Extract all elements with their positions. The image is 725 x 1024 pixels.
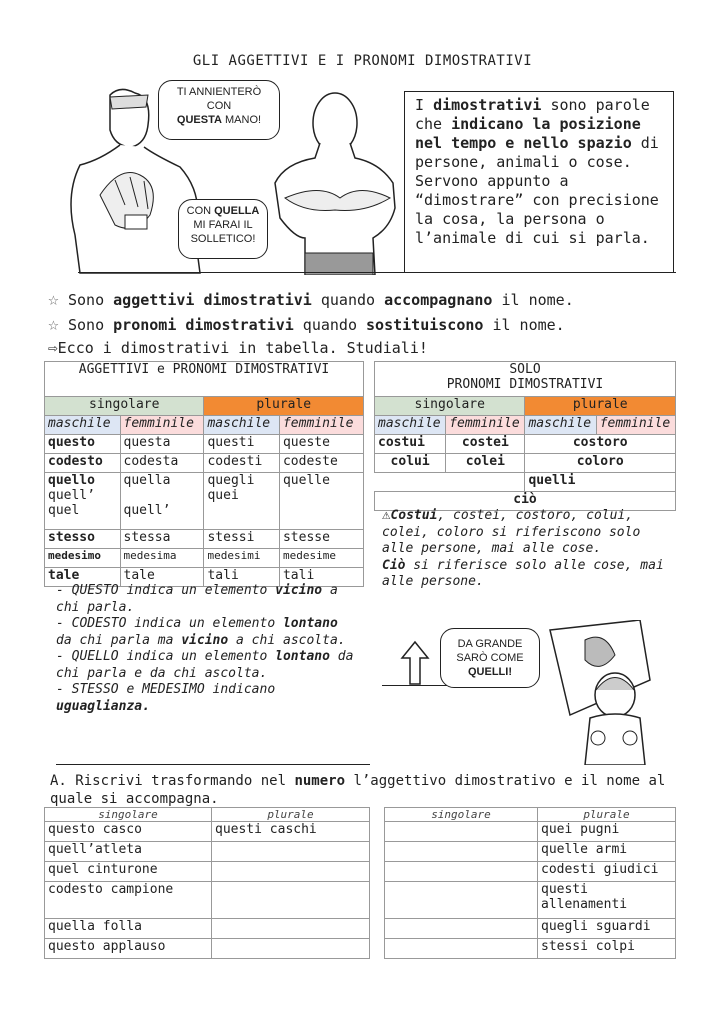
rule-text: Sono: [68, 291, 114, 309]
table-row: [375, 473, 676, 492]
table-cell: medesima: [120, 549, 204, 568]
table-row: [45, 473, 364, 530]
col-femminile: femminile: [120, 416, 204, 435]
answer-cell[interactable]: [385, 939, 538, 959]
table-row: [375, 454, 676, 473]
speech-bubble-quelli: [440, 628, 540, 688]
given-word: quei pugni: [538, 822, 676, 842]
table-cell: coloro: [525, 454, 676, 473]
note-text: a chi ascolta.: [228, 632, 346, 648]
col-plurale: plurale: [525, 397, 676, 416]
table-cell: codesta: [120, 454, 204, 473]
answer-cell[interactable]: [385, 882, 538, 919]
table-row: [45, 882, 370, 919]
table-cell: costoro: [525, 435, 676, 454]
table-cell: [120, 473, 204, 530]
exercise-instructions: [50, 772, 680, 808]
intro-bold: dimostrativi: [433, 96, 542, 114]
col-femminile: femminile: [279, 416, 363, 435]
intro-definition-box: [404, 91, 674, 273]
exercise-table-left: [44, 807, 370, 959]
note-text: - STESSO e MEDESIMO indicano: [56, 682, 276, 697]
answer-cell[interactable]: [385, 842, 538, 862]
table-cell: [45, 473, 121, 530]
answer-cell[interactable]: [212, 842, 370, 862]
exercise-table-right: [384, 807, 676, 959]
answer-cell[interactable]: questi caschi: [212, 822, 370, 842]
warning-icon: ⚠: [382, 507, 391, 523]
table-cell: colei: [446, 454, 525, 473]
table-cell: stessi: [204, 530, 280, 549]
table-cell: costui: [375, 435, 446, 454]
note-text: - CODESTO indica un elemento: [56, 616, 283, 631]
rule-text: il nome.: [483, 316, 565, 334]
table-cell: tale: [45, 568, 121, 587]
rule-table-intro: [48, 338, 428, 357]
note-bold: lontano: [275, 649, 330, 664]
table-header: AGGETTIVI e PRONOMI DIMOSTRATIVI: [45, 362, 364, 397]
speech-bubble-quella: [178, 199, 268, 259]
intro-text: di persone, animali o cose. Servono appunto a “dimostrare” con precisione la cosa, la persona o l’animale di cui si parla.: [415, 134, 659, 247]
bubble-keyword: QUELLA: [214, 205, 260, 217]
exercise-bold: numero: [294, 773, 346, 789]
note-bold: vicino: [275, 583, 323, 598]
col-plurale: plurale: [212, 808, 370, 822]
table-cell: stesse: [279, 530, 363, 549]
speech-bubble-questa: [158, 80, 280, 140]
rule-text: Ecco i dimostrativi in tabella. Studiali!: [57, 339, 428, 357]
table-cell: tale: [120, 568, 204, 587]
table-cell: queste: [279, 435, 363, 454]
note-text: - QUESTO indica un elemento: [56, 583, 276, 598]
table-cell: quelli: [525, 473, 676, 492]
intro-bold: indicano la posizione nel tempo e nello spazio: [415, 115, 641, 152]
given-word: questo casco: [45, 822, 212, 842]
empty-cell: [375, 473, 525, 492]
rule-bold: sostituiscono: [366, 316, 484, 334]
given-word: quegli sguardi: [538, 919, 676, 939]
table-row: [45, 549, 364, 568]
note-bold: uguaglianza.: [56, 698, 150, 714]
table-aggettivi-pronomi: [44, 361, 364, 587]
table-header: [375, 362, 676, 397]
note-bold: Ciò: [382, 557, 406, 573]
answer-cell[interactable]: [212, 939, 370, 959]
note-pronomi-persone: [382, 507, 672, 591]
divider-line: [56, 764, 370, 765]
cell-line: quell’: [123, 503, 171, 518]
table-cell: medesimo: [45, 549, 121, 568]
given-word: quella folla: [45, 919, 212, 939]
note-bold: vicino: [181, 632, 229, 648]
table-row: [45, 919, 370, 939]
bubble-keyword: QUELLI!: [468, 666, 512, 678]
col-maschile: maschile: [204, 416, 280, 435]
header-line: SOLO: [509, 362, 541, 377]
rule-text: Sono: [68, 316, 114, 334]
table-row: [45, 822, 370, 842]
col-singolare: singolare: [45, 808, 212, 822]
given-word: stessi colpi: [538, 939, 676, 959]
note-bold: Costui: [390, 508, 438, 523]
table-cell: medesimi: [204, 549, 280, 568]
table-cell: codesti: [204, 454, 280, 473]
bubble-text: MI FARAI IL: [193, 219, 253, 231]
answer-cell[interactable]: [385, 822, 538, 842]
table-row: [45, 842, 370, 862]
cell-line: quello: [48, 473, 95, 488]
col-plurale: plurale: [538, 808, 676, 822]
divider-line: [78, 272, 676, 273]
given-word: quell’atleta: [45, 842, 212, 862]
intro-text: sono parole che: [415, 96, 650, 133]
bubble-keyword: QUESTA: [176, 114, 222, 126]
answer-cell[interactable]: [385, 862, 538, 882]
rule-bold: pronomi dimostrativi: [113, 316, 294, 334]
cell-line: quei: [207, 488, 239, 503]
star-icon: ☆: [48, 314, 59, 335]
bubble-text: TI ANNIENTERÒ: [176, 86, 262, 98]
col-maschile: maschile: [375, 416, 446, 435]
note-text: da chi parla e da chi ascolta.: [56, 649, 354, 681]
note-text: , costei, costoro, colui, colei, coloro si riferiscono solo alle persone, mai alle cose.: [382, 508, 641, 556]
table-row: [45, 862, 370, 882]
col-maschile: maschile: [45, 416, 121, 435]
table-cell: codesto: [45, 454, 121, 473]
bubble-text: CON: [206, 100, 232, 112]
col-singolare: singolare: [385, 808, 538, 822]
wrestler-right-illustration: [265, 88, 405, 275]
bubble-text: SOLLETICO!: [190, 233, 256, 245]
given-word: codesti giudici: [538, 862, 676, 882]
bubble-text: SARÒ COME: [456, 652, 524, 664]
col-singolare: singolare: [45, 397, 204, 416]
rule-bold: aggettivi dimostrativi: [113, 291, 312, 309]
page-title: GLI AGGETTIVI E I PRONOMI DIMOSTRATIVI: [192, 53, 533, 69]
note-text: da chi parla ma: [56, 632, 182, 648]
given-word: questo applauso: [45, 939, 212, 959]
answer-cell[interactable]: [212, 862, 370, 882]
bubble-text: CON: [186, 205, 215, 217]
cell-line: quella: [123, 473, 171, 488]
col-femminile: femminile: [446, 416, 525, 435]
boy-with-flag-illustration: [530, 620, 680, 765]
given-word: codesto campione: [45, 882, 212, 919]
intro-text: I: [415, 96, 434, 114]
table-solo-pronomi: [374, 361, 676, 511]
answer-cell[interactable]: [385, 919, 538, 939]
table-row: [385, 882, 676, 919]
table-row: [385, 842, 676, 862]
col-plurale: plurale: [204, 397, 364, 416]
exercise-text: A. Riscrivi trasformando nel: [50, 773, 295, 789]
cell-line: quelle: [282, 473, 330, 488]
table-cell: colui: [375, 454, 446, 473]
table-row: [385, 822, 676, 842]
table-cell: medesime: [279, 549, 363, 568]
table-cell: questi: [204, 435, 280, 454]
rule-bold: accompagnano: [384, 291, 493, 309]
cell-line: quell’: [48, 488, 95, 503]
cell-line: quegli: [207, 473, 255, 488]
table-row: [45, 435, 364, 454]
cell-line: quel: [48, 503, 80, 518]
table-cell: tali: [204, 568, 280, 587]
header-line: PRONOMI DIMOSTRATIVI: [446, 377, 604, 392]
table-row: [45, 939, 370, 959]
given-word: questi allenamenti: [538, 882, 676, 919]
table-cell: ciò: [375, 492, 676, 511]
note-text: si riferisce solo alle cose, mai alle persone.: [382, 557, 664, 589]
table-row: [385, 919, 676, 939]
table-cell: questo: [45, 435, 121, 454]
table-row: [385, 862, 676, 882]
col-femminile: femminile: [596, 416, 675, 435]
note-usage: [56, 583, 356, 715]
arrow-up-icon: [400, 640, 430, 686]
table-cell: [204, 473, 280, 530]
table-cell: tali: [279, 568, 363, 587]
table-cell: [279, 473, 363, 530]
table-row: [45, 454, 364, 473]
rule-text: quando: [293, 316, 367, 334]
note-text: a chi parla.: [56, 583, 338, 615]
arrow-right-icon: ⇨: [48, 338, 58, 357]
rule-aggettivi: [48, 289, 574, 310]
table-row: [385, 939, 676, 959]
table-cell: stessa: [120, 530, 204, 549]
table-cell: questa: [120, 435, 204, 454]
rule-pronomi: [48, 314, 565, 335]
rule-text: il nome.: [492, 291, 574, 309]
star-icon: ☆: [48, 289, 59, 310]
answer-cell[interactable]: [212, 882, 370, 919]
table-cell: costei: [446, 435, 525, 454]
note-bold: lontano: [282, 616, 338, 631]
col-singolare: singolare: [375, 397, 525, 416]
table-cell: codeste: [279, 454, 363, 473]
exercise-text: l’aggettivo dimostrativo e il nome al quale si accompagna.: [50, 773, 666, 807]
answer-cell[interactable]: [212, 919, 370, 939]
given-word: quel cinturone: [45, 862, 212, 882]
given-word: quelle armi: [538, 842, 676, 862]
table-row: [45, 530, 364, 549]
bubble-text: DA GRANDE: [457, 638, 523, 650]
rule-text: quando: [311, 291, 385, 309]
col-maschile: maschile: [525, 416, 596, 435]
bubble-text: MANO!: [221, 114, 262, 126]
note-text: - QUELLO indica un elemento: [56, 649, 276, 664]
table-cell: stesso: [45, 530, 121, 549]
table-row: [375, 435, 676, 454]
